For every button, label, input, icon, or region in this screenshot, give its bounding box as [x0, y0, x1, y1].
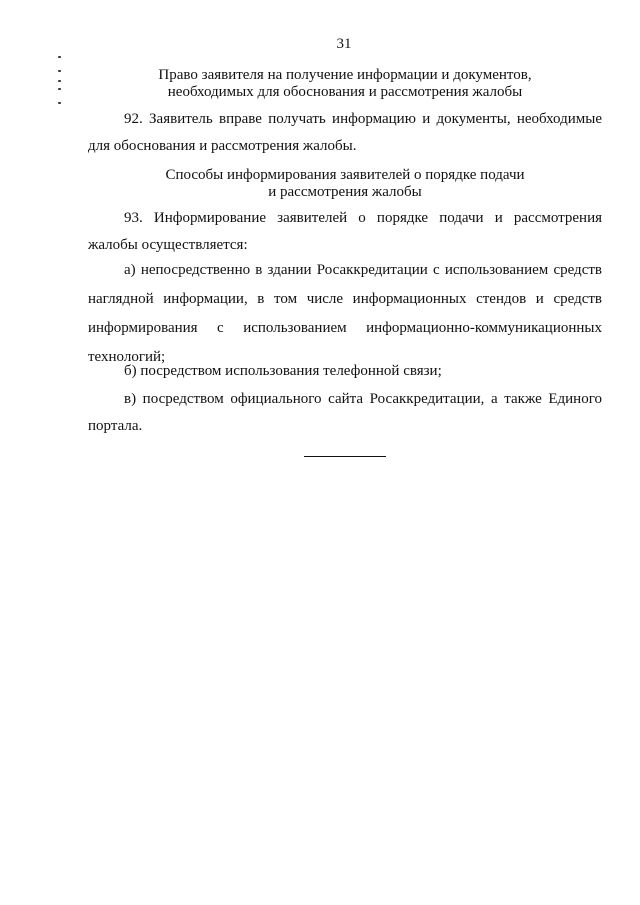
list-item-a	[88, 256, 602, 372]
section-heading-informing-methods	[88, 167, 602, 201]
list-item-b	[88, 358, 602, 385]
paragraph-line: информирования с использованием информационно-коммуникационных	[88, 320, 602, 336]
paragraph-line: для обоснования и рассмотрения жалобы.	[88, 138, 357, 154]
paragraph-93	[88, 205, 602, 259]
paragraph-line: наглядной информации, в том числе информационных стендов и средств	[88, 291, 602, 307]
scan-artifact-marks	[58, 56, 66, 108]
paragraph-line: 92. Заявитель вправе получать информацию и документы, необходимые	[124, 111, 602, 127]
end-of-text-rule	[304, 456, 386, 457]
paragraph-line: технологий;	[88, 349, 166, 365]
heading-line: необходимых для обоснования и рассмотрения жалобы	[167, 84, 523, 100]
paragraph-line: в) посредством официального сайта Росаккредитации, а также Единого	[124, 391, 602, 407]
paragraph-line: б) посредством использования телефонной связи;	[124, 363, 442, 379]
heading-line: Способы информирования заявителей о порядке подачи	[165, 167, 525, 183]
page-number: 31	[336, 36, 352, 52]
section-heading-right-to-information	[88, 67, 602, 101]
list-item-v	[88, 386, 602, 440]
paragraph-line: портала.	[88, 418, 143, 434]
paragraph-line: 93. Информирование заявителей о порядке подачи и рассмотрения	[124, 210, 602, 226]
paragraph-line: жалобы осуществляется:	[88, 237, 248, 253]
heading-line: и рассмотрения жалобы	[268, 184, 422, 200]
paragraph-92	[88, 106, 602, 160]
heading-line: Право заявителя на получение информации и документов,	[158, 67, 532, 83]
paragraph-line: а) непосредственно в здании Росаккредитации с использованием средств	[124, 262, 602, 278]
